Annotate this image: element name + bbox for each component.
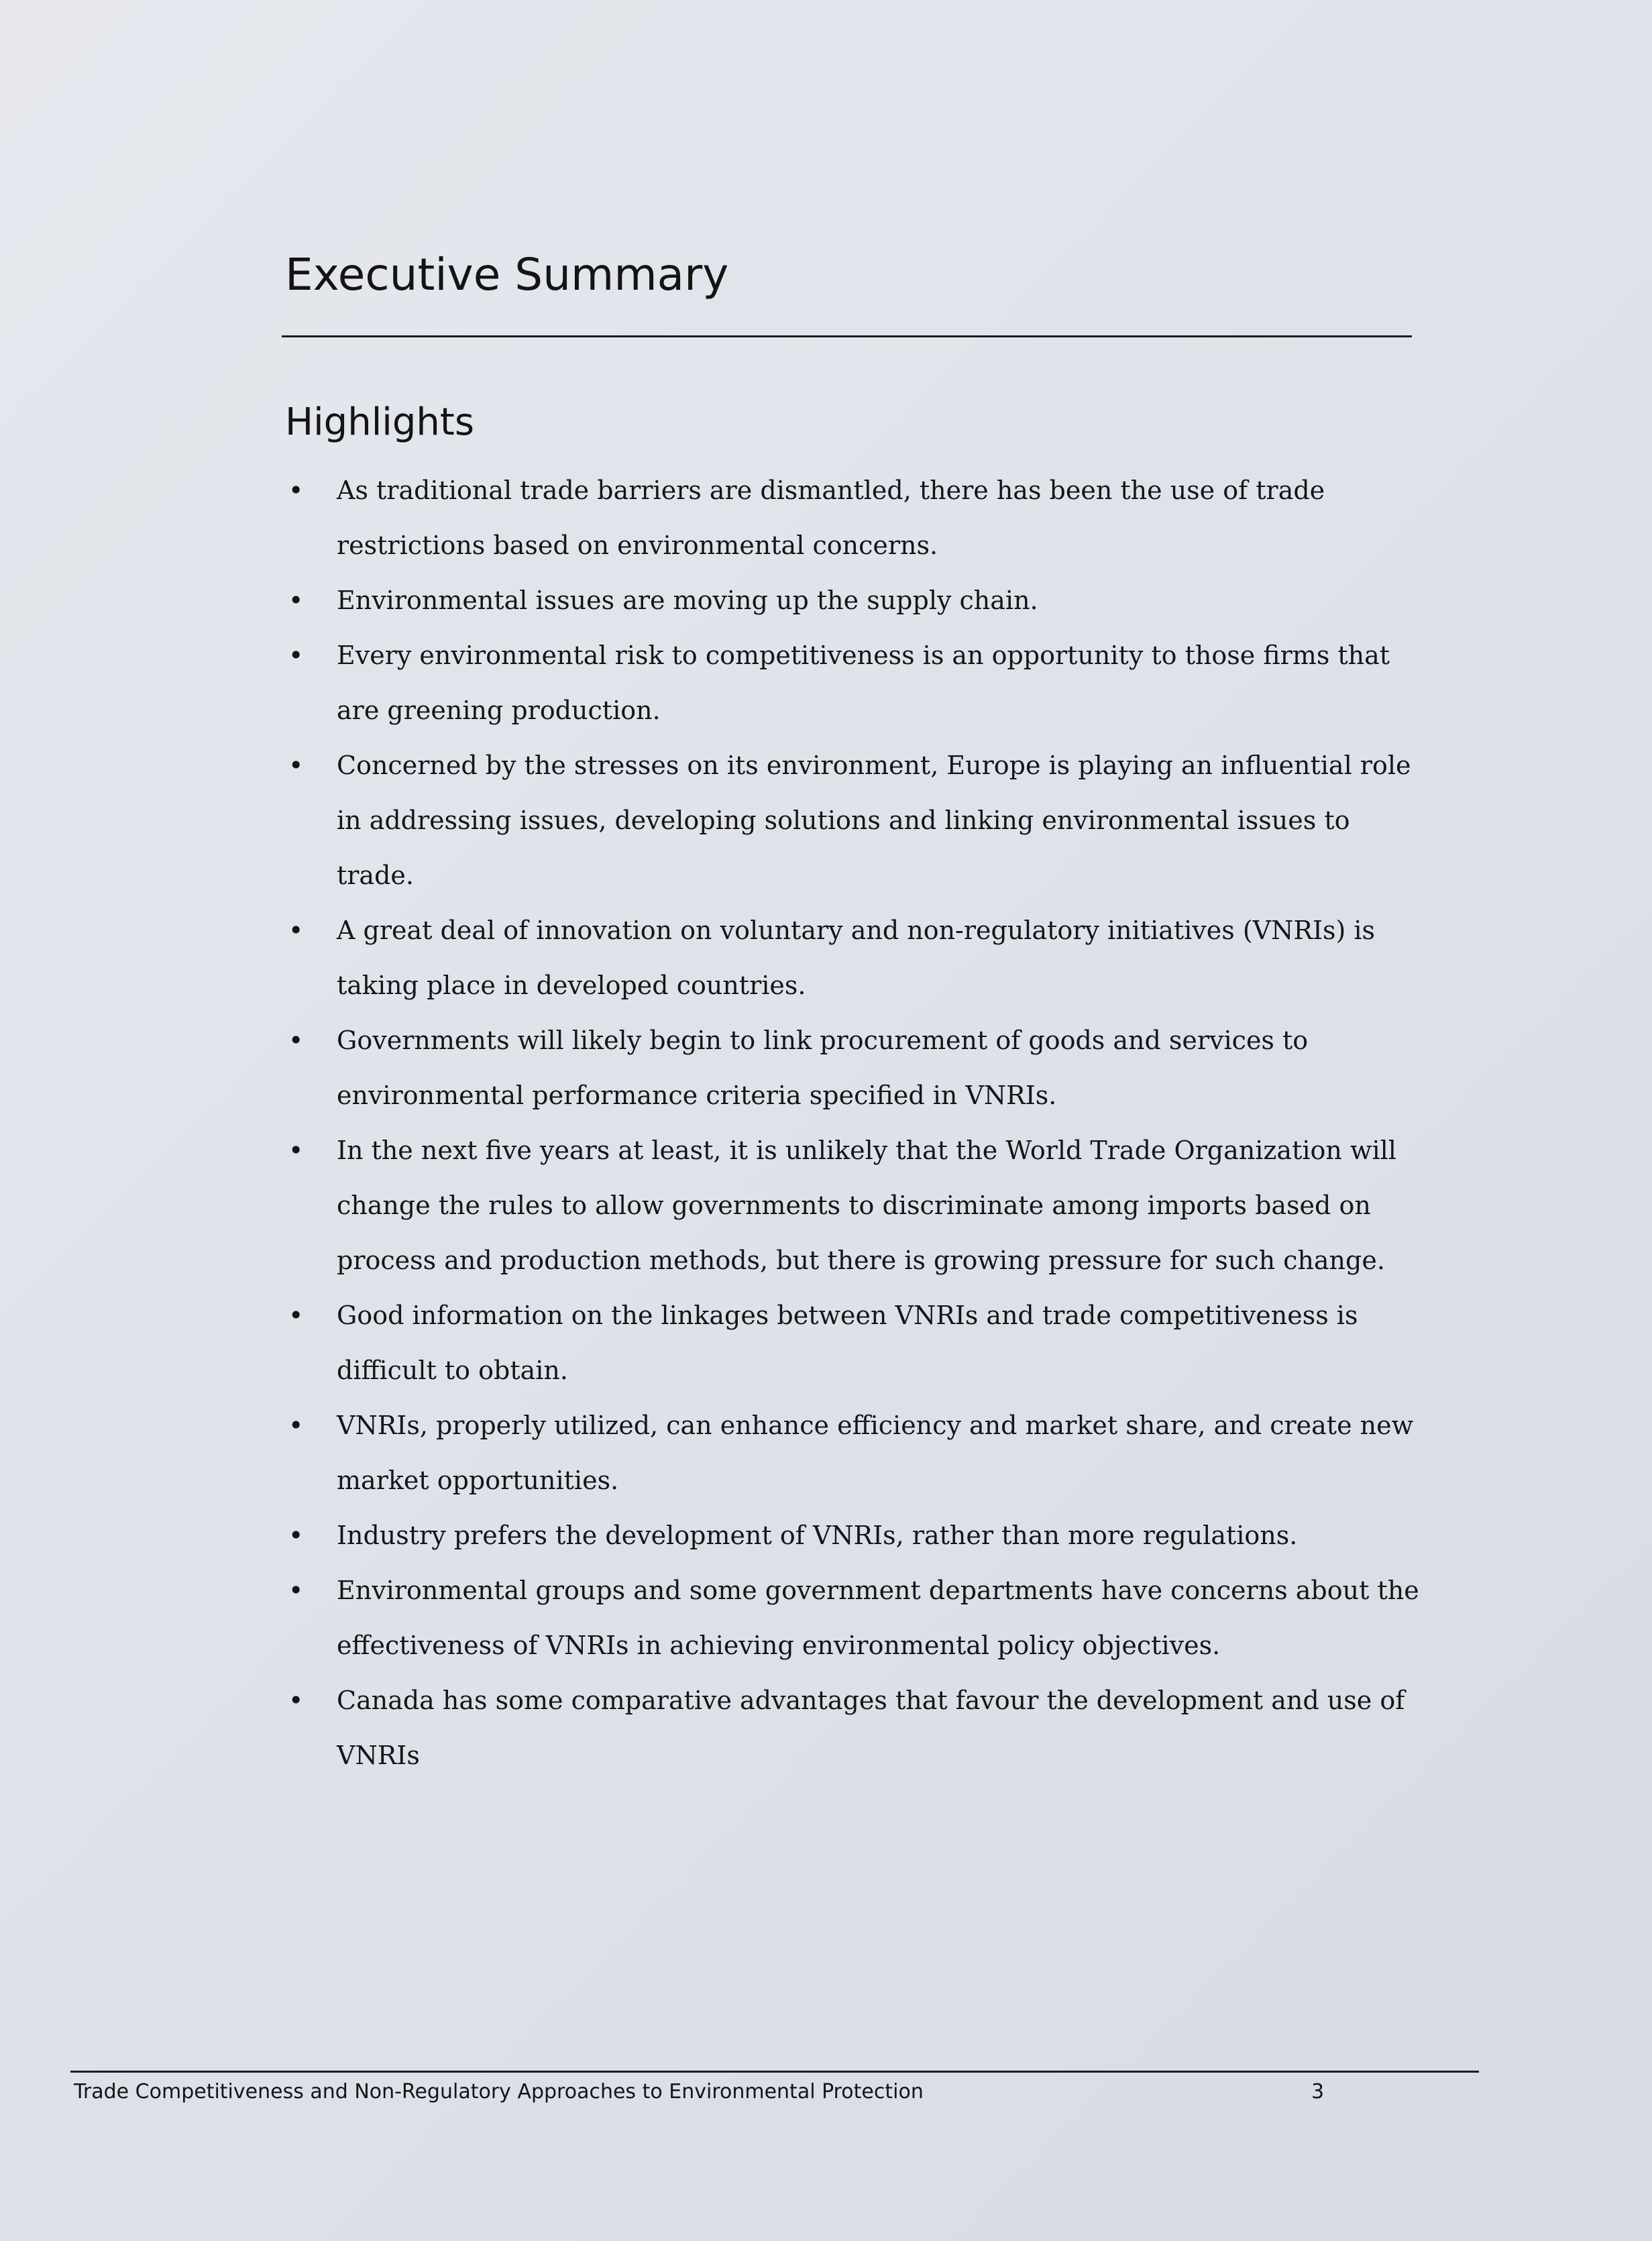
highlight-item — [282, 1673, 1422, 1783]
footer-divider — [70, 2071, 1479, 2073]
bullet-icon: • — [288, 1411, 304, 1440]
highlight-item — [282, 1398, 1422, 1508]
bullet-icon: • — [288, 476, 304, 505]
highlight-item — [282, 573, 1422, 628]
bullet-icon: • — [288, 641, 304, 670]
highlight-text: Concerned by the stresses on its environment, Europe is playing an influential role in addressing issues, developing solutions and linking environmental issues to trade. — [337, 751, 1411, 890]
highlight-item — [282, 1123, 1422, 1288]
highlight-text: As traditional trade barriers are dismantled, there has been the use of trade restrictions based on environmental concerns. — [337, 476, 1325, 560]
bullet-icon: • — [288, 1301, 304, 1330]
highlight-text: Environmental issues are moving up the supply chain. — [337, 586, 1038, 615]
highlight-text: In the next five years at least, it is unlikely that the World Trade Organization will change the rules to allow governments to discriminate among imports based on process and production methods, but there is growing pressure for such change. — [337, 1136, 1396, 1275]
highlight-text: A great deal of innovation on voluntary and non-regulatory initiatives (VNRIs) is taking place in developed countries. — [337, 916, 1376, 1000]
footer-title: Trade Competitiveness and Non-Regulatory Approaches to Environmental Protection — [74, 2080, 924, 2103]
page-number: 3 — [1311, 2080, 1325, 2103]
highlight-text: Good information on the linkages between VNRIs and trade competitiveness is difficult to obtain. — [337, 1301, 1358, 1385]
highlight-item — [282, 1563, 1422, 1673]
bullet-icon: • — [288, 586, 304, 615]
highlight-text: Every environmental risk to competitiveness is an opportunity to those firms that are greening production. — [337, 641, 1390, 725]
highlight-text: Canada has some comparative advantages that favour the development and use of VNRIs — [337, 1686, 1405, 1770]
highlights-list — [282, 463, 1422, 1783]
bullet-icon: • — [288, 1026, 304, 1055]
title-divider — [282, 335, 1412, 337]
page-title: Executive Summary — [285, 249, 729, 300]
bullet-icon: • — [288, 751, 304, 780]
section-heading: Highlights — [285, 400, 474, 444]
highlight-item — [282, 1013, 1422, 1123]
highlight-item — [282, 628, 1422, 738]
bullet-icon: • — [288, 1576, 304, 1605]
bullet-icon: • — [288, 1686, 304, 1715]
highlight-text: Industry prefers the development of VNRIs, rather than more regulations. — [337, 1521, 1298, 1550]
highlight-text: Governments will likely begin to link procurement of goods and services to environmental performance criteria specified in VNRIs. — [337, 1026, 1309, 1110]
bullet-icon: • — [288, 1136, 304, 1165]
highlight-text: VNRIs, properly utilized, can enhance efficiency and market share, and create new market opportunities. — [337, 1411, 1414, 1495]
highlight-item — [282, 463, 1422, 573]
highlight-item — [282, 738, 1422, 903]
highlight-text: Environmental groups and some government departments have concerns about the effectiveness of VNRIs in achieving environmental policy objectives. — [337, 1576, 1419, 1660]
highlight-item — [282, 1288, 1422, 1398]
bullet-icon: • — [288, 916, 304, 945]
highlight-item — [282, 903, 1422, 1013]
bullet-icon: • — [288, 1521, 304, 1550]
highlight-item — [282, 1508, 1422, 1563]
